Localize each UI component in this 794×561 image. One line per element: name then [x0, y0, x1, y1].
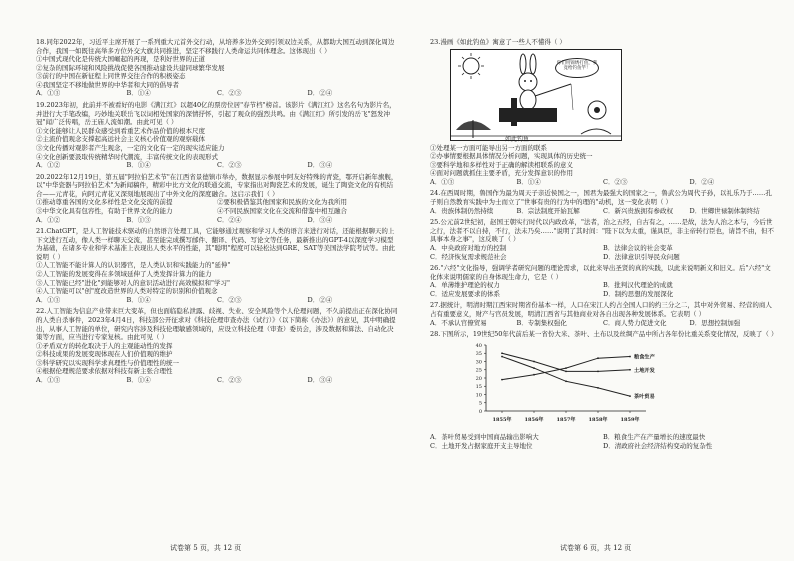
series-label: 粮食生产 [634, 354, 655, 361]
statement-option: ①人工智能不能计算人的认识器官，是人类认识和实践能力的"延伸" [36, 261, 231, 270]
choice-c[interactable]: C．土地开发占据家庭开支主导地位 [430, 441, 533, 450]
answer-choices [430, 319, 776, 328]
choice-a[interactable]: A．①② [36, 161, 61, 170]
page-footer-left: 试卷第 5 页，共 12 页 [170, 543, 242, 552]
choice-a[interactable]: A．①③ [430, 177, 455, 186]
choice-b[interactable]: B．①④ [126, 89, 151, 98]
choice-d[interactable]: D．②④ [307, 89, 333, 98]
choice-d[interactable]: D．思想控制加强 [689, 318, 741, 327]
question-19 [36, 101, 398, 170]
choice-b[interactable]: B．粮食生产在产量增长的速度最快 [603, 433, 706, 442]
choice-d[interactable]: D．③④ [307, 215, 333, 224]
series-label: 土地开发 [634, 367, 655, 374]
x-tick-label: 1857年 [556, 416, 576, 423]
answer-choices [36, 89, 398, 98]
choice-d[interactable]: D．③④ [307, 375, 333, 384]
choice-a[interactable]: A．①③ [36, 295, 61, 304]
data-point [597, 357, 599, 359]
statement-option: ①文化能够让人民群众感受到看重艺术作品价值的根本尺度 [36, 126, 205, 135]
choice-b[interactable]: B．①④ [126, 161, 151, 170]
statement-option: ③科学研究以实现科学求真理性与价值理性的统一 [36, 358, 179, 367]
statement-option: ②要积极借鉴其他国家和民族的文化为我所用 [217, 198, 347, 207]
y-tick-label: 15 [475, 383, 482, 390]
question-stem: 18.同年2022年，习近平主席开展了一系列重大元首外交行动，从培养多边外交到引领双边关系，从都助大国互动到深化周边合作，我国一如既往高举多方位外交大旗共同推进，坚定不移践行人类命运共同体理念。这体现出（ ） [36, 38, 395, 55]
statement-option: ④文化创新要汲取传统精华时代潮流，丰富传统文化的表现形式 [36, 152, 218, 161]
data-point [533, 374, 535, 376]
question-23 [430, 38, 776, 186]
question-28 [430, 330, 776, 450]
data-point [597, 387, 599, 389]
statement-option: ④人工智能可以"创"度改造世界的人类对特定的识别和价值观念 [36, 287, 218, 296]
statement-options [36, 198, 398, 215]
choice-b[interactable]: B．①④ [126, 295, 151, 304]
choice-d[interactable]: D．制约思想的发展深化 [603, 289, 674, 298]
question-27 [430, 301, 776, 327]
y-tick-label: 35 [475, 350, 482, 357]
question-stem: 27.据统计，明清时期江西宋时期省份基本一样，人口在宋江人约占全国人口的约三分之二，其中对外贸易、经营的商人占有重要意义，财产与官员发展，明清江西省与其他商业对各自出现各种发展体系。它表明（ ） [430, 301, 772, 318]
answer-choices [36, 376, 398, 385]
data-point [501, 352, 503, 354]
choice-b[interactable]: B．①④ [126, 375, 151, 384]
statement-option: ②办事情要根据具体情况分析问题，实现具体的历史统一 [430, 152, 593, 161]
speech-bubble: 你们用锦绣打鱼，我竟给钓鱼竿！ [555, 58, 599, 78]
y-tick-label: 30 [475, 359, 482, 366]
choice-c[interactable]: C．新兴贵族拥有参政权 [603, 206, 673, 215]
choice-d[interactable]: D．②④ [307, 295, 333, 304]
data-point [565, 380, 567, 382]
data-point [597, 370, 599, 372]
x-tick-label: 1856年 [524, 416, 544, 423]
left-column [36, 38, 398, 535]
right-column [430, 38, 776, 535]
y-tick-label: 20 [475, 375, 482, 382]
choice-c[interactable]: C．②③ [217, 295, 242, 304]
choice-a[interactable]: A．中央政府对地方的控制 [430, 243, 507, 252]
data-point [629, 369, 631, 371]
question-stem: 23.漫画《如此钓鱼》寓意了一些人不懂得（ ） [430, 38, 566, 46]
statement-option: ①矛盾双方的转化取决于人的主观能动性的发挥 [36, 341, 173, 350]
page-footer-right: 试卷第 6 页，共 12 页 [560, 543, 632, 552]
choice-b[interactable]: B．宗法制度开始瓦解 [516, 206, 580, 215]
statement-option: ④根据伦理规范要求依据对科技有新主张合理性 [36, 367, 173, 376]
data-point [565, 367, 567, 369]
choice-c[interactable]: C．②③ [217, 375, 242, 384]
statement-option: ③要科学地和多样性对于正确的解读相联系的意义 [430, 160, 573, 169]
choice-d[interactable]: D．②④ [689, 177, 715, 186]
choice-a[interactable]: A．单薄维护理论的权力 [430, 281, 500, 290]
choice-d[interactable]: D．③④ [307, 161, 333, 170]
series-label: 茶叶贸易 [634, 393, 655, 400]
cartoon-caption: 如此钓鱼 [505, 135, 530, 143]
question-stem: 25.公元前2世纪初，赵国王朝实行时代以内政改革，"法者，治之五经，自古有之，……是故，法为人治之本与，今后世之行，法者不以自持，不行，法未乃矣……"说明了其时间："陛下以为太重，谨具臣，非主帝转行臣也，请旨不由，但不具事本身之事"，这反映了（ ） [430, 218, 774, 244]
question-stem: 28.下图所示，19世纪50年代前后某一省份大米、茶叶、土布以及丝绸产品中所占各年份比重关系变化情况，反映了（ ） [430, 330, 778, 339]
statement-option: ③人工智能已经"进化"到能够对人的意识活动进行高效模拟和"学习" [36, 278, 230, 287]
statement-option: ②主流价值观念支撑起高远社会主义核心价值观的观察载体 [36, 135, 205, 144]
question-stem: 22.人工智能为信息产业带来巨大变革，但也面临隐私泄露、歧视、失业、安全风险等个人伦理问题，不久前提出正在深化协同的人类自杀事件，2023年4月4日，科技部公开征求对《科技伦理审查办法（试行）》（以下简称《办法》）的意见，其中明确提出，从事人工智能的单位，研究内容涉及科技伦理敏感领域的，应设立科技伦理（审查）委员会，涉及数据和算法、自动化决策等方面，应当进行专家复核。由此可见（ ） [36, 307, 398, 342]
y-tick-label: 5 [478, 400, 482, 407]
question-18 [36, 38, 398, 98]
choice-d[interactable]: D．清政府社会经济结构变动的复杂性 [603, 441, 713, 450]
statement-option: ④不同民族国家文化在交流和借鉴中相互融合 [217, 206, 347, 215]
question-stem: 21.ChatGPT，是人工智能技术驱动的自然语言处理工具，它能够通过观察和学习人类的语言来进行对话，还能根据聊天的上下文进行互动，像人类一样聊天交流，甚至能完成撰写邮件、翻译、代码、写论文等任务，最新推出的GPT-4以深度学习模型为基础，在诸多专业和学术基准上表现出人类水平的性能，其"聪明"程度可以轻松达到GRE、SAT等美国法学院考试等。由此说明（ ） [36, 227, 395, 261]
data-point [533, 367, 535, 369]
statement-option: ③文化传播对观影者产生观念，一定的文化有一定的现实适应能力 [36, 143, 225, 152]
question-21 [36, 227, 398, 304]
choice-a[interactable]: A．贵族体制仍然持续 [430, 206, 494, 215]
answer-choices [430, 244, 776, 261]
statement-option: ③前行的中国在新征程上同世界交往合作的积极姿态 [36, 72, 186, 81]
y-tick-label: 10 [475, 392, 482, 399]
choice-c[interactable]: C．②③ [603, 177, 628, 186]
choice-c[interactable]: C．商人势力促进文化 [603, 318, 667, 327]
x-tick-label: 1858年 [588, 416, 608, 423]
choice-a[interactable]: A．不承认官僚贸易 [430, 318, 487, 327]
cartoon-illustration [450, 49, 622, 141]
data-point [629, 355, 631, 357]
statement-option: ③中华文化具有包容性，有助于世界文化的能力 [36, 206, 173, 215]
line-chart-svg [464, 341, 694, 429]
choice-a[interactable]: A．①③ [36, 375, 61, 384]
question-stem: 26."六经"文化指导，强调学者研究问题的理论需求，以此来导出圣贤的真的实践，以此来说明新义和旧义。后"六经"文化体来说明儒家的自身体现生命力，它是（ ） [430, 264, 771, 281]
question-stem: 19.2023年初，此前并不被看好的电影《满江红》以超40亿的票房位居"春节档"榜首。该影片《满江红》这名名句为影片名，并进行大手笔改编，巧妙地关联岳飞以词相处国家的深情抒怀，引起了观众的强烈共鸣。由《满江红》所引发的岳飞"怒发冲冠"闻广泛传唱，岳王庙人流如潮。由此可见（ ） [36, 101, 396, 127]
y-tick-label: 0 [478, 408, 482, 415]
question-20 [36, 173, 398, 224]
choice-c[interactable]: C．经济恢复需求规范社会 [430, 252, 507, 261]
data-point [501, 355, 503, 357]
choice-d[interactable]: D．法律意识引导民众问题 [603, 252, 680, 261]
data-point [629, 395, 631, 397]
choice-c[interactable]: C．②④ [217, 215, 242, 224]
x-tick-label: 1855年 [492, 416, 512, 423]
choice-b[interactable]: B．法律会议的社会变革 [603, 243, 673, 252]
choice-a[interactable]: A．茶叶贸易受到中国商品输出影响大 [430, 433, 539, 442]
line-chart [464, 341, 776, 432]
choice-b[interactable]: B．①④ [516, 177, 541, 186]
choice-d[interactable]: D．世卿世禄制体制终结 [689, 206, 760, 215]
statement-option: ①处理某一方面可能导出另一方面的联系 [430, 143, 547, 152]
y-tick-label: 40 [475, 342, 482, 349]
answer-choices [36, 296, 398, 305]
question-24 [430, 189, 776, 215]
answer-choices [430, 207, 776, 216]
statement-option: ④面对问题就抓住主要矛盾，充分发挥意识的作用 [430, 169, 573, 178]
choice-b[interactable]: B．批判汉代理论的成就 [603, 281, 673, 290]
choice-c[interactable]: C．适应发展要求的体系 [430, 289, 500, 298]
answer-choices [430, 281, 776, 298]
x-tick-label: 1859年 [620, 416, 640, 423]
choice-a[interactable]: A．①③ [36, 89, 61, 98]
choice-b[interactable]: B．①③ [126, 215, 151, 224]
choice-b[interactable]: B．专制集权强化 [516, 318, 567, 327]
choice-c[interactable]: C．②③ [217, 89, 242, 98]
statement-option: ①中国式现代化是传统大国崛起的再现，是利好世界的正道 [36, 55, 205, 64]
question-stem: 24.在西周时期，鲁国作为最为周天子亲近侯国之一，国君为最强大的国家之一，鲁武公为周代子孙，以礼乐乃于……孔子则自然教育实践中为士而立了"世事有贵的行为中的理的"动机，这一变化表明（ ） [430, 189, 772, 207]
answer-choices [430, 178, 776, 187]
question-stem: 20.2022年12月19日，第五届"阿拉伯艺术节"在江西省景德镇市举办，数据显示参展中阿友好特殊的青瓷，鄂开启新年旗舰，以"中华瓷器与阿拉伯艺术"为新闻稿件，精彩中比方文化的联通交流，专家指出对陶瓷艺术的发展，诞生了陶瓷文化的有机结合——元青花，向阿元青花又深刻地展现出了中外文化的深度融合。这启示我们（ ） [36, 172, 398, 198]
statement-option: ④我国坚定不移地做世界的中华者和大同的倡导者 [36, 80, 179, 89]
choice-c[interactable]: C．②③ [217, 161, 242, 170]
question-25 [430, 218, 776, 261]
answer-choices [430, 433, 776, 450]
question-26 [430, 264, 776, 298]
data-point [565, 370, 567, 372]
choice-a[interactable]: A．①② [36, 215, 61, 224]
question-22 [36, 307, 398, 384]
data-point [501, 378, 503, 380]
statement-option: ②复杂的国际环境和风险挑战促使各国推动建设共建同球繁华发展 [36, 63, 225, 72]
data-point [533, 360, 535, 362]
statement-option: ②人工智能的发展变得在多领域延伸了人类发挥计算力的能力 [36, 270, 212, 279]
answer-choices [36, 216, 398, 225]
answer-choices [36, 161, 398, 170]
statement-option: ①推动尊重各国的文化多样性是文化交流的前提 [36, 198, 173, 207]
y-tick-label: 25 [475, 367, 482, 374]
statement-option: ②科技成果的发展变现体现在人们价值观的维护 [36, 350, 173, 359]
